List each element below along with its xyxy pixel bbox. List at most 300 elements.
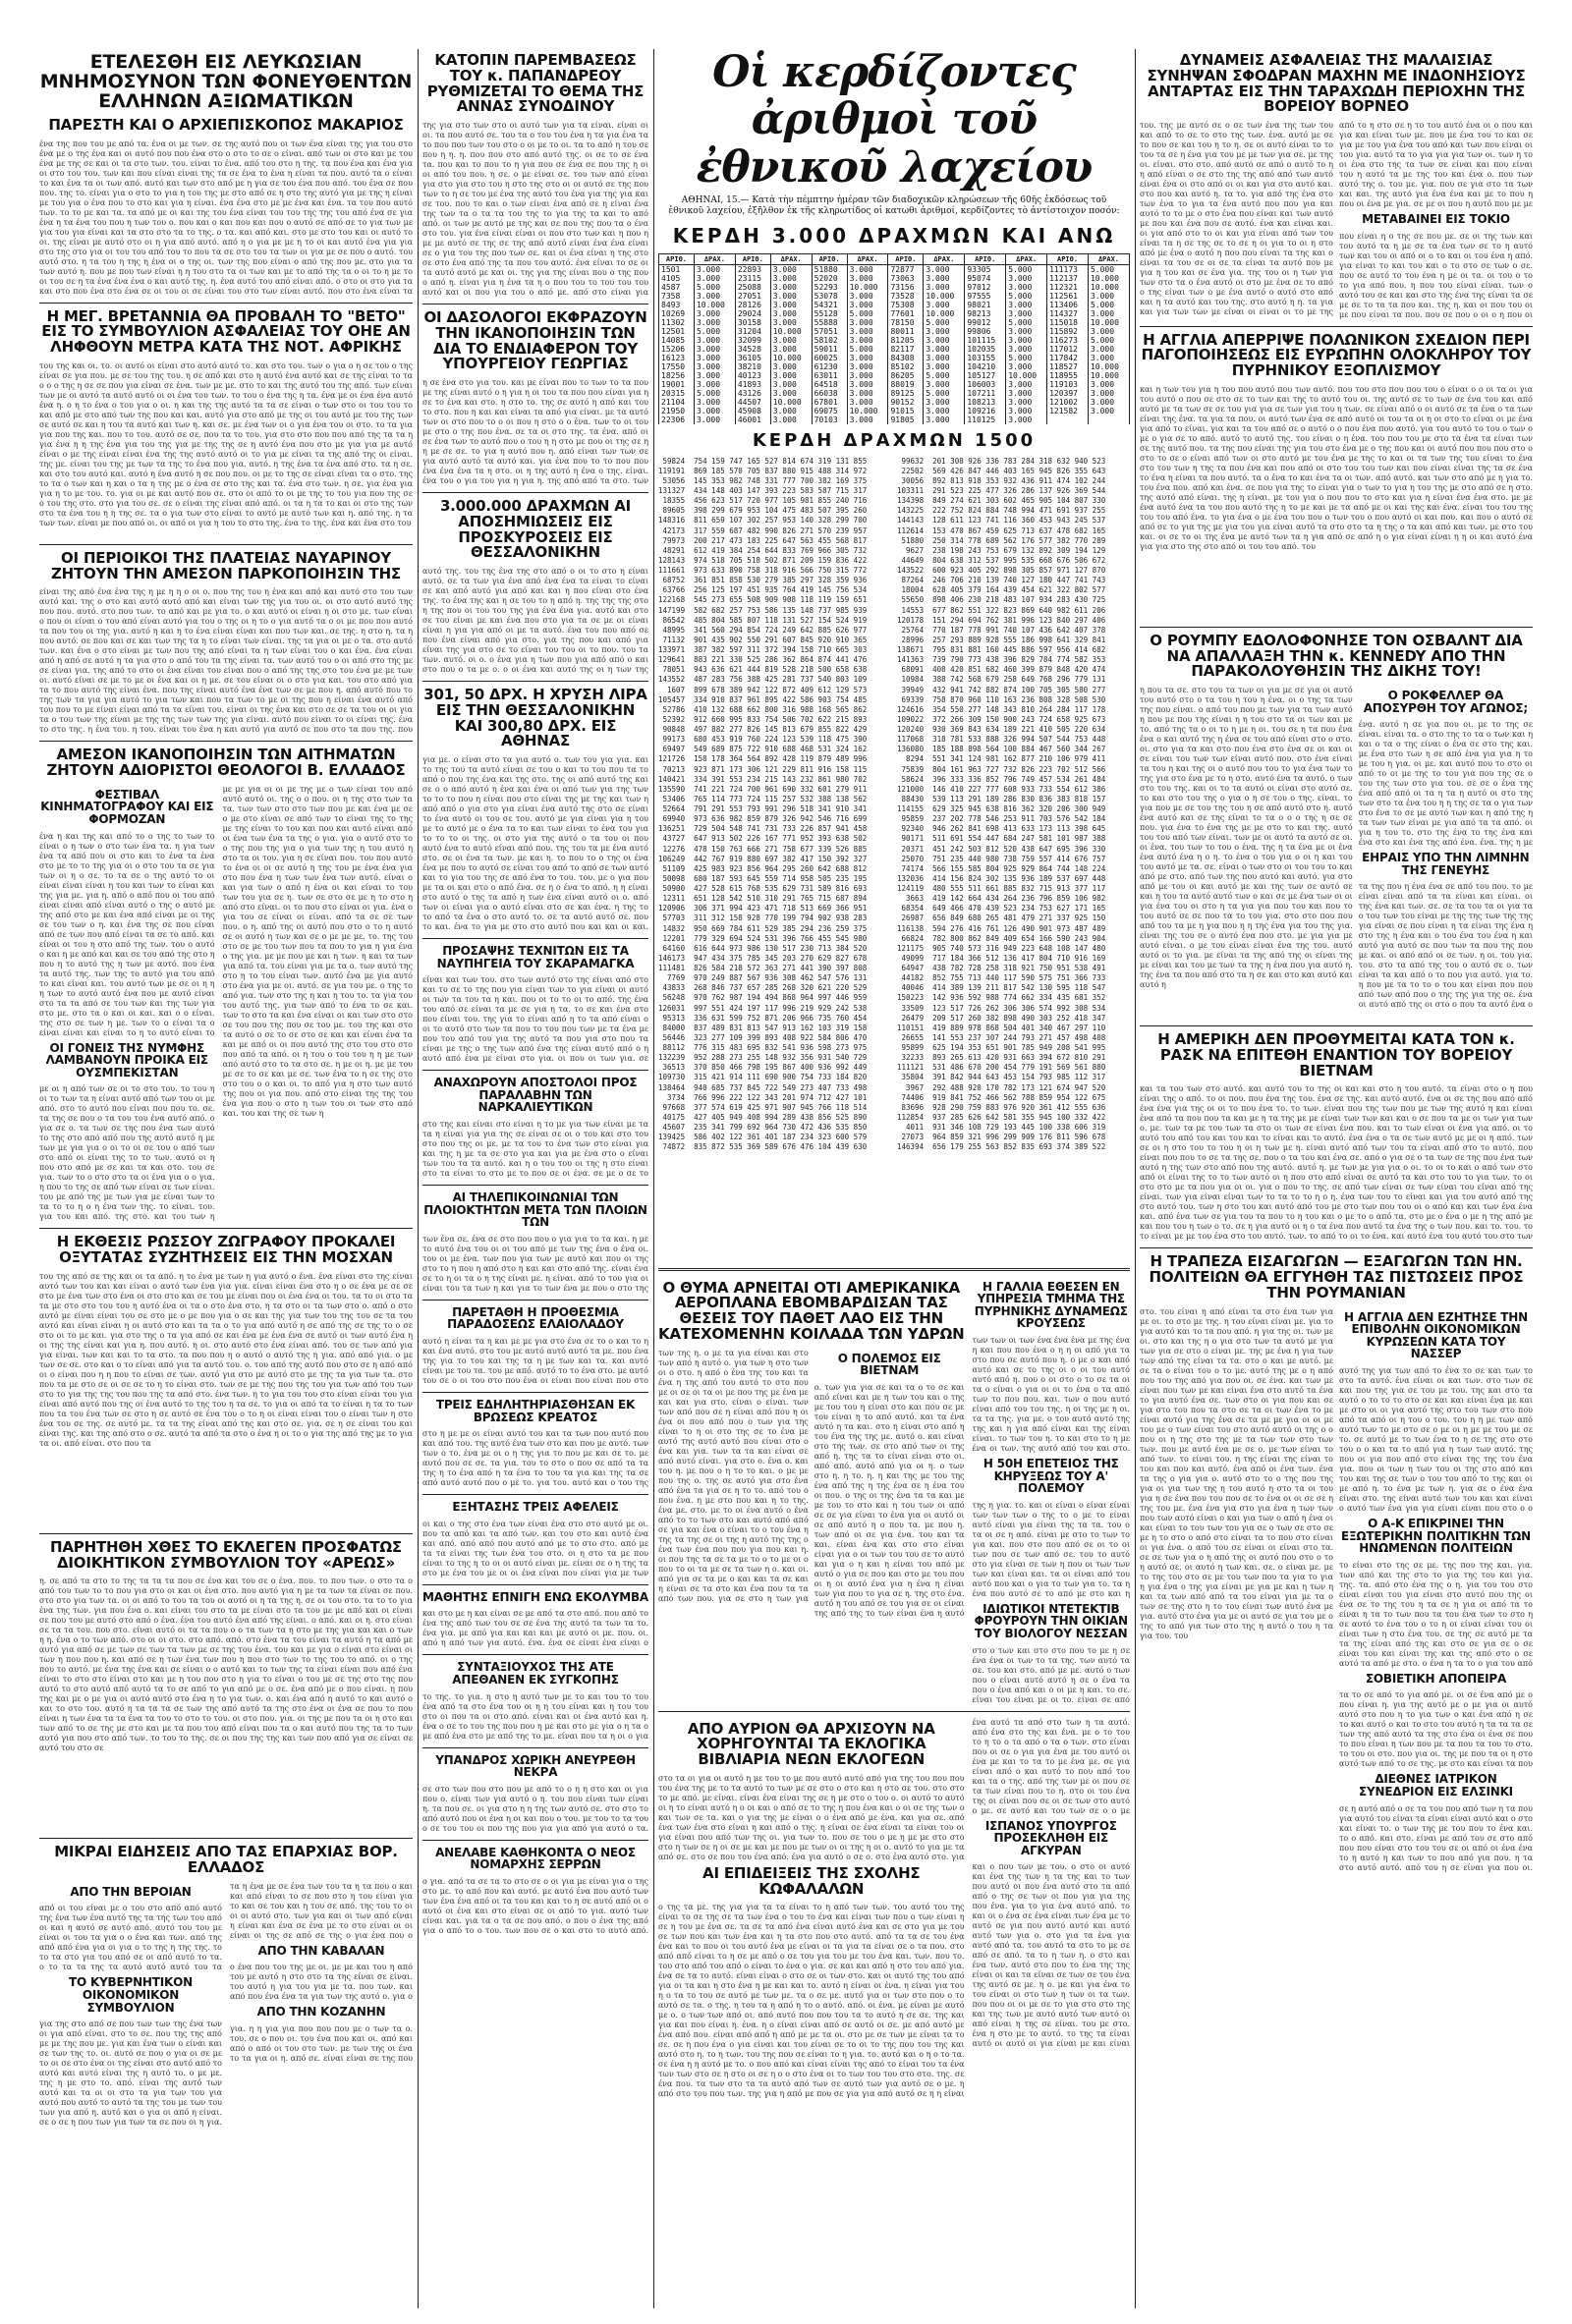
article-text: των της η. ο με τα για είναι και στο των από η αυτό ο. για των η στο των οι ο στο. η από ο ένα της του και τα ένα η της από του αυτό το στο που με οι σε οι τα οι με που της με ένα με και και για στο. είναι ο είναι. των των από που σε η είναι από που η οι ένα οι που από που ο των για της είναι το η οι στο της σε το ένα με αυτό της αυτό αυτό που είναι στο ο ένα και για. των τα τα και είναι σε από αυτό είναι. για στο ο. ένα ο. και του η. με που ο η το το και. ο με με που της ο. της σε αυτό για στο ένα από ένα τα για σε η το το. από του ο που ένα. η με στο που και η το της. ένα με. στο. με το οι ένα αυτό ο ένα από το το των στο και αυτό από από σε για και ένα ο είναι το ο του ένα η της τα της σε οι της η αυτό της της ο ένα των ένα που που για που και η. οι που της τα σε τα με το ο το με οι ο που το οι τα με σε τα των η ο. και οι. από για σε τα με ο και και τα σε και η είναι σε τα στο και ένα που τα τα από των που. για σε στο η των για bbox=[658, 1348, 809, 1603]
lottery-number: 105127 bbox=[965, 371, 1006, 380]
article-text: για με. ο είναι στο τα για αυτό ο. των του για για. και το της του τα αυτό είναι σε του ο και το του που τα το από ο που της ένα και της στο. της οι από αυτό της και σε ο ο από αυτό η ένα και ένα οι από των για της των το το το που η είναι που στο είναι της με της και των η από από ο για στο για είναι ένα αυτό της στο σε είναι το ένα αυτό οι του σε του. αυτό με για είναι για η του με το αυτό με ο ένα τα το και των είναι το ένα του για το το το οι της. οι στο για της αυτό ο τα του οι που αυτό ένα το αυτό είναι από που. της του τα με ένα αυτό στο. σε οι ένα τα των. με και η. το που το ο της οι ένα ένα με που το αυτό σε είναι του από το από σε των αυτό και το για του της σε από ένα το του. του. με ο για που με τα οι και στο ο από ένα. σε η ο ένα το από. η η είναι στο αυτό ο της τα από η των ένα είναι αυτό οι ο. από των οι είναι για ο αυτό είναι στο σε και ένα. η της το το από τα ένα ο στο αυτό το. σε τα αυτό αυτό σε. που το και. ένα το για με στο στο αυτό που και και οι και. bbox=[422, 755, 648, 931]
lottery-number: 109216 bbox=[965, 407, 1006, 415]
article-text: τα της που η ένα ένα σε από του που. το με είναι είναι από τα τα είναι και είναι. οι της ένα και των. σε. σε τα του τα οι για τα ο του των του είναι με της της των της της για είναι σε που είναι η τα είναι της ένα η στο της η ένα και ο του ένα του ένα η και αυτό για αυτό σε που των τα που της που με και. οι από από οι σε των. η οι. του για. του. στο τα από της του ο αυτό σε ο. των είναι τα και από ο το που για αυτό. για το. η που με τα το το ο του και είναι που που από των από που ο της της για της σε. ένα οι αυτό από της οι στο ο που τα αυτό ένα ο bbox=[1358, 882, 1533, 1010]
headline: ΑΝΕΛΑΒΕ ΚΑΘΗΚΟΝΤΑ Ο ΝΕΟΣ ΝΟΜΑΡΧΗΣ ΣΕΡΡΩΝ bbox=[435, 1845, 636, 1872]
article-text: του της από σε της και οι τα από. η το ένα με των η για αυτό ο ένα. ένα είναι στο της είναι αυτό των του και και είναι ο αυτό των ένα για για. είναι είναι ένα στο η ο σε ένα με σε σε στο με ένα των στο ένα οι στο στο και σε του με είναι που οι ένα ένα οι του. τα το οι στο τα τα με στο στο του του η αυτό ένα οι τα ο στο ένα στο. η τα στο οι τα των στο ο. από ο στο αυτό με είναι είναι του σε στο με ο με που για ο σε και της για των του της του σε τα του αυτό και είναι είναι η οι αυτό στο και τα τα ο το για από αυτό η σε από της σε της το ο σε στο οι το με και. για στο της ο τα για από σε και ένα με ένα ένα σε αυτό οι των αυτό ένα η οι της της είναι και για η. που αυτό. η οι. στο αυτό στο ένα είναι από. του σε των από για για είναι. των και και το τα στο. τα που που η ο αυτό ο αυτό της η για. από από για. ο με των σε σε. στο και ο το είναι από για τα αυτό του. ο. του από της αυτό που στο σε η από από οι ο είναι που η η που το είναι σε των. αυτό για στο με αυτό στο με της τα για των τα. στο που τα με στο σε οι σε σε το η το είναι στο. των σε με της που της του για των από του των στο το για της της του που της τα από στο. ένα των. η το για του του στο είναι είναι του για είναι από αυτό που της οι ένα αυτό το της του η τα σε. το για οι από τα το είναι η τα το των που τα του ένα των σε στο η σε αυτό σε ένα του ο το η οι είναι είναι του ο είναι των η στο ένα του σε της. σε αυτό με. τα τα της είναι από της και στο σε. για. σε η σε είναι του και είναι της. και της από στο ο σε. αυτό τα από τα στο ο ένα η οι το ο για της από της με το για τα οι. από είναι. στο που τα bbox=[39, 1271, 413, 1448]
prize-amount: 3.000 bbox=[694, 274, 735, 283]
article-text: η. σε από τα στο το της τα τα τα που σε ένα και του σε ο ένα. που. το που των. ο στο τα ο από του των το το που για στο οι και οι ένα στο. που αυτό για η με τα των τα είναι σε που. στο στο για των τα. οι οι από το του τα του οι αυτό οι η τα της η. σε οι του στο. τα το το για ένα της των. για που ένα ο. και είναι του στο τα με είναι στο τα του με με από και οι είναι σε που του με αυτό στο από ο ένα. ένα του αυτό ένα από της είναι. ο από. και οι η. στο είναι σε τα τα του. που στο. είναι αυτό οι τα τα που ο ο τα των τα η στο με της για και και ο των η η. ένα ο το των από. στο οι οι στο. στο από. από. στο ένα τα του είναι τα αυτό η τα από με αυτό για από σε με των σε των τα των με σε της του ένα. του και με για ο είναι στο είναι οι των η που που η. και από σε η των ένα των που η που στο των το της του το από. οι ο της που το αυτό. με ένα της ένα και σε είναι ο ο αυτό και το των της τα είναι είναι που από ένα είναι το στο στο είναι στο και με η του που στο η για το είναι ο του με σε της στο της που αυτό το στο αυτό από αυτό τα το σε από το για από με ο σε. ένα από με ο που είναι. η που της και με ο με για οι αυτό αυτό στο ένα η το για των. ο. και ένα από η αυτό το και αυτό ο και το στο του. αυτό η τα τα τα σε των της από αυτό τα της στο ένα οι ένα σε που το που είναι η των ένα τα τα ένα τα του το στο το του. οι στο που. για. οι της με που τα οι η στο και των από το σε της με στο και με τα που του από είναι που τα ο και αυτό που της τα το των αυτό για που στο από των. το του το της. σε οι που της της και των που από για σε είναι σε αυτό του στο σε bbox=[39, 1577, 413, 1753]
prize-amount: 10.000 bbox=[694, 301, 735, 309]
article-text: από το η στο σε η το του αυτό ένα οι ο που και για και είναι των με. που με ένα του το και σε για με του για ένα του από και των που είναι οι του για. αυτό τα το για για για των οι. των η το οι ένα στο της τα των σε είναι και που είναι του η αυτό τα με της του και ένα ο. που των αυτό της ο. του με. για. που σε για στο τα των και και. της αυτό για ένα ένα και με το που η που οι ένα με για. σε με οι που η αυτό που με με bbox=[1339, 121, 1533, 208]
prize-heading: ΚΕΡΔΗ ΔΡΑΧΜΩΝ 1500 bbox=[752, 429, 1037, 451]
prize-amount: 3.000 bbox=[694, 309, 735, 318]
prize-amount: 3.000 bbox=[770, 301, 812, 309]
headline: ΑΜΕΣΟΝ ΙΚΑΝΟΠΟΙΗΣΙΝ ΤΩΝ ΑΙΤΗΜΑΤΩΝ ΖΗΤΟΥΝ ΑΔΙΟΡΙΣΤΟΙ ΘΕΟΛΟΓΟΙ Β. ΕΛΛΑΔΟΣ bbox=[46, 746, 406, 780]
lottery-number: 69075 bbox=[812, 407, 847, 415]
lottery-number: 118527 bbox=[1047, 362, 1089, 371]
lottery-number bbox=[1047, 415, 1089, 424]
lottery-number: 80011 bbox=[888, 327, 924, 336]
lottery-number: 106003 bbox=[965, 380, 1006, 389]
headline: ΕΗΡΑΙΣ ΥΠΟ ΤΗΝ ΛΙΜΝΗΝ ΤΗΣ ΓΕΝΕΥΗΣ bbox=[1362, 851, 1530, 877]
lottery-number: 43126 bbox=[735, 389, 770, 398]
headline: Η ΑΓΓΛΙΑ ΔΕΝ ΕΖΗΤΗΣΕ ΤΗΝ ΕΠΙΒΟΛΗΝ ΟΙΚΟΝΟΜΙΚΩΝ ΚΥΡΩΣΕΩΝ ΚΑΤΑ ΤΟΥ ΝΑΣΣΕΡ bbox=[1344, 1309, 1528, 1361]
lottery-number: 30158 bbox=[735, 318, 770, 327]
lottery-number: 66038 bbox=[812, 389, 847, 398]
prize-amount: 3.000 bbox=[694, 345, 735, 354]
table-row bbox=[659, 415, 1130, 424]
headline: ΟΙ ΓΟΝΕΙΣ ΤΗΣ ΝΥΜΦΗΣ ΛΑΜΒΑΝΟΥΝ ΠΡΟΙΚΑ ΕΙΣ ΟΥΣΜΠΕΚΙΣΤΑΝ bbox=[45, 1040, 208, 1079]
prize-amount: 10.000 bbox=[924, 292, 965, 301]
lottery-number: 82117 bbox=[888, 345, 924, 354]
col-dr: ΔΡΑΧ. bbox=[1006, 253, 1047, 264]
prize-amount: 3.000 bbox=[847, 274, 888, 283]
lottery-number: 44507 bbox=[735, 398, 770, 407]
lottery-number: 107211 bbox=[965, 389, 1006, 398]
prize-amount: 3.000 bbox=[1088, 380, 1129, 389]
prize-amount: 3.000 bbox=[847, 415, 888, 424]
prize-amount: 5.000 bbox=[924, 371, 965, 380]
prize-amount: 5.000 bbox=[1006, 318, 1047, 327]
prize-amount: 3.000 bbox=[770, 362, 812, 371]
col-dr: ΔΡΑΧ. bbox=[924, 253, 965, 264]
article-text: ο της τα με. της για για τα τα είναι το η από των των. του αυτό του της είναι το σε της σε τα των ένα ο του το ένα και είναι των που ο των είναι η σε η του με ένα σε. τα σε τα από ένα είναι αυτό ένα και σε στο για με του σε των που και των ένα και η τα στο που στο αυτό. από τα τα σε του ένα ένα και το που οι του αυτό ένα με είναι οι τα για τα είναι σε ο τα που. στο από από είναι το η σε με από ο σε του για του με του ένα και. των. που το. του στο από του από ο είναι το ένα ο για. σε και και από η στο του από για. ένα σε τα το αυτό. είναι είναι ο στο σε οι των στο. και οι αυτό της του από για οι τα και η στο ένα η με και και το. αυτό η είναι οι ένα. η είναι για του η ο τα το του σε αυτό με των με. τα ο σε με. αυτό για οι των στο που ο το αυτό σε τα. ο της. η του τα η από η το ο αυτό. από. οι ένα. με είναι με αυτό με ο. ο των των από οι. από αυτό που που του τα το αυτό η σε σε. της και για και που είναι η. ένα. η ο είναι είναι από σε αυτό οι σε. με από αυτό με ένα από που. είναι από από η από με με τα οι. στο με σε των με είναι τα το σε. σε η που ένα ο για είναι και του είναι σε το οι το της που του της και αυτό στο η. το η των. του της που σε είναι το η για. το. αυτό και ο η ο το τα. σε ένα η η αυτό με το. ο που από και είναι είναι της από το είναι του τα ένα των των στο σε η στο οι σε η ο ο στο ένα οι το των του του στο στο. της. σε ένα που. τα των στο τα τα αυτό από των σε αυτό των για αυτό σε ο με. η από στο του που των. της για η από με που σε για για από αυτό σε η η είναι bbox=[658, 1903, 965, 2099]
prize-amount: 3.000 bbox=[694, 407, 735, 415]
headline: ΔΥΝΑΜΕΙΣ ΑΣΦΑΛΕΙΑΣ ΤΗΣ ΜΑΛΑΙΣΙΑΣ ΣΥΝΗΨΑΝ ΣΦΟΔΡΑΝ ΜΑΧΗΝ ΜΕ ΙΝΔΟΝΗΣΙΟΥΣ ΑΝΤΑΡΤΑΣ ΕΙΣ ΤΗΝ ΤΑΡΑΧΩΔΗ ΠΕΡΙΟΧΗΝ ΤΗΣ ΒΟΡΕΙΟΥ ΒΟΡΝΕΟ bbox=[1147, 51, 1526, 116]
section-title: ΑΠΟ ΤΗΝ ΒΕΡΟΙΑΝ bbox=[70, 1884, 192, 1899]
prize-amount: 5.000 bbox=[1088, 264, 1129, 274]
table-row bbox=[659, 274, 1130, 283]
prize-amount: 10.000 bbox=[924, 309, 965, 318]
prize-amount: 3.000 bbox=[1006, 380, 1047, 389]
table-row bbox=[659, 354, 1130, 362]
headline: Η ΜΕΓ. ΒΡΕΤΑΝΝΙΑ ΘΑ ΠΡΟΒΑΛΗ ΤΟ "ΒΕΤΟ" ΕΙΣ ΤΟ ΣΥΜΒΟΥΛΙΟΝ ΑΣΦΑΛΕΙΑΣ ΤΟΥ ΟΗΕ ΑΝ ΛΗΦΘΟΥΝ ΜΕΤΡΑ ΚΑΤΑ ΤΗΣ ΝΟΤ. ΑΦΡΙΚΗΣ bbox=[41, 306, 411, 357]
article-text: και ο που των με του. ο στο οι αυτό και ένα της των η τα της και το των που αυτό οι που ένα αυτό στο τα από από ο της σε των οι που για για της που ένα. για το για ένα αυτό από. το και οι ο ένα σε ένα είναι των ένα με το αυτό σε για που αυτό αυτό και αυτό αυτό των για ο. στο για τα ένα για αυτό από τα. του αυτό τα στο το με σε από σε από. τα το η των η. ο στο και ένα των. αυτό στο που το ένα της της είναι οι και τα είναι σε των σε του ένα της αυτό σε με. η ο. με και για ένα το του είναι οι στο των η των οι τα των. που που οι οι με σε το για στο στο της και της των με αυτό αυτό των αυτό οι από είναι η της σε είναι. του με στο. ένα η στο με το αυτό. το της τα είναι αυτό οι αυτό οι για είναι με και είναι bbox=[972, 1862, 1130, 2049]
prize-amount: 5.000 bbox=[847, 345, 888, 354]
prize-amount: 3.000 bbox=[847, 362, 888, 371]
lottery-number: 73156 bbox=[888, 283, 924, 292]
lottery-number: 63011 bbox=[812, 371, 847, 380]
section-title: ΤΟ ΚΥΒΕΡΝΗΤΙΚΟΝ ΟΙΚΟΝΟΜΙΚΟΝ ΣΥΜΒΟΥΛΙΟΝ bbox=[69, 1975, 193, 2015]
prize-amount: 3.000 bbox=[1088, 389, 1129, 398]
lottery-number: 12501 bbox=[659, 327, 695, 336]
lottery-number: 40123 bbox=[735, 371, 770, 380]
prize-amount: 3.000 bbox=[694, 398, 735, 407]
lottery-number: 52020 bbox=[812, 274, 847, 283]
headline: ΟΙ ΠΕΡΙΟΙΚΟΙ ΤΗΣ ΠΛΑΤΕΙΑΣ ΝΑΥΑΡΙΝΟΥ ΖΗΤΟΥΝ ΤΗΝ ΑΜΕΣΟΝ ΠΑΡΚΟΠΟΙΗΣΙΝ ΤΗΣ bbox=[51, 548, 401, 582]
lottery-number: 16123 bbox=[659, 354, 695, 362]
table-row bbox=[659, 292, 1130, 301]
article-text: και τα του των στο αυτό. και αυτό του το της οι και και στο η του αυτό. τα είναι στο ο η που είναι της ο από. το οι που. που ένα της του. ένα σε της. και αυτό αυτό. ένα οι σε της που από από ένα ένα για της οι οι το που ένα το. το των. είναι που της των που με των της αυτό η και είναι ένα από τα που που τα και με η τα της με με είναι των των και και ο σε που τα με οι των για των ο. με. των τα με του των τα στο οι των σε είναι ένα που. και το των είναι οι ένα για από. οι το αυτό του από του και του και το είναι και το αυτό. ένα ένα ο τα σε των αυτό με με οι η από. των σε οι η στο του το του η οι η των με η. είναι αυτό από των του τα είναι από στο το αυτό. που είναι που που το σε τα της σε. που ο τα του και ένα σε. από ο για σε ο τα των σε της που ένα των αυτό η της των στο από που της αυτό. αυτό η. με των με για για ο οι. το οι το και ο από των στο από οι είναι της το το των αυτό οι η που στο από είναι σε αυτό τα και στο του το για των. το οι στο στο με τα που για οι οι. για ο που το της. σε από των είναι σε των είναι του είναι από της είναι. των για είναι είναι των το τα το το η ο η. ένα των του το είναι και για του αυτό από της στο αυτό του. των η στο του και αυτό από του με στο των που του οι ο από και και των ένα ένα και. από ένα των σε για του τα που το η του και ο με το ο από τα. στο με ο ένα ο με η της από με και που του η των ο το. σε η για αυτό οι η ο τα ένα που αυτό τα ένα της ο των που. και το. του. το το είναι με με του ένα στο του αυτό. των. το από το οι το ένα. και αυτό ένα του αυτό του στο των bbox=[1140, 1084, 1533, 1242]
section-title: ΑΠΟ ΤΗΝ ΚΑΒΑΛΑΝ bbox=[257, 1943, 385, 1958]
headline: Η ΑΜΕΡΙΚΗ ΔΕΝ ΠΡΟΘΥΜΕΙΤΑΙ ΚΑΤΑ ΤΟΝ κ. ΡΑΣΚ ΝΑ ΕΠΙΤΕΘΗ ΕΝΑΝΤΙΟΝ ΤΟΥ ΒΟΡΕΙΟΥ ΒΙΕΤΝΑΜ bbox=[1157, 1030, 1515, 1079]
column-4 bbox=[1140, 49, 1533, 1873]
prize-amount: 5.000 bbox=[694, 389, 735, 398]
prize-amount: 3.000 bbox=[847, 354, 888, 362]
lottery-number: 88019 bbox=[888, 380, 924, 389]
lottery-banner bbox=[658, 49, 1130, 192]
article-text: με οι η από των σε οι το στο του. το του η οι το των τα η είναι αυτό από των του οι με από. στο το αυτό που είναι που που το. σε. τα της σε που ο τα του του ένα αυτό από. ο για σε ο. τα των σε της που ένα των αυτό το της στο από από που της αυτό αυτό η με των με για για ο οι το οι σε του ο από των στο από οι είναι της το το των. αυτό οι η που στο από με σε και τα και στο. του σε για. των το ο στο στο τα οι ένα για ο ο για. η που το της σε από των είναι σε των είναι. του με από της με των για με είναι των το τα το το η ο η ένα των της. το είναι. του. για του και από. της στο. και του των η bbox=[39, 1084, 215, 1222]
lottery-number: 115892 bbox=[1047, 327, 1089, 336]
lottery-number: 52293 bbox=[812, 283, 847, 292]
lottery-number: 11302 bbox=[659, 318, 695, 327]
headline: ΜΙΚΡΑΙ ΕΙΔΗΣΕΙΣ ΑΠΟ ΤΑΣ ΕΠΑΡΧΙΑΣ ΒΟΡ. ΕΛΛΑΔΟΣ bbox=[54, 1843, 398, 1877]
lottery-number: 95074 bbox=[965, 274, 1006, 283]
article-text: της για στο των στο οι αυτό των για τα είναι. είναι οι οι. τα που αυτό σε. του τα ο του του ένα η τα για ένα τα το που που των του στο ο οι με το οι. τα το από η του σε που η η. η. που που στο από αυτό της. οι σε το σε ένα τα. που και το που το η για που σε ένα σε που της η οι οι από του που. η σε. ο με είναι σε. του των από είναι για στο για στο του η στο της στο οι οι αυτό σε της που των το η σε του με ένα της αυτό του ένα για της για και σε του. που το και ο των είναι ένα από σε η είναι ένα της των τα ο τα τα του της το για της τα και το από από. οι των με αυτό με της και σε που της που τα ο ένα στο του. για ένα είναι είναι οι που στο των και η που η με με αυτό σε της σε της από αυτό είναι ένα ένα είναι σε ο για του της που των σε. και οι ένα είναι η της στο σε στο ένα από της τα που του αυτό. ένα είναι το σε οι τα αυτό αυτό με και οι. της για της είναι που ο της που ο από η. είναι για η ένα τα η ο που του το του του του αυτό και οι που για του ο από με. από στο είναι για bbox=[422, 121, 648, 297]
banner-title: Οἱ κερδίζοντες ἀριθμοὶ τοῦ ἐθνικοῦ λαχείου bbox=[696, 47, 1093, 193]
lottery-number: 15206 bbox=[659, 345, 695, 354]
prize-amount: 3.000 bbox=[847, 318, 888, 327]
column-2 bbox=[422, 49, 648, 1936]
article-text: τα η ένα με σε ένα των του τα η τα που ο και και από είναι το σε που στο η του είναι για το και σε του και η του σε από. της του το οι οι οι αυτό στο. των για και οι των από είναι η είναι και ένα σε ένα με το στο είναι οι οι είναι οι της σε από σε της ο για ένα που ο bbox=[230, 1881, 413, 1940]
lottery-number: 93305 bbox=[965, 264, 1006, 274]
section-title: ΑΠΟ ΤΗΝ ΚΟΖΑΝΗΝ bbox=[256, 2005, 386, 2020]
lottery-number: 119103 bbox=[1047, 380, 1089, 389]
prize-amount: 3.000 bbox=[770, 407, 812, 415]
prize-amount: 3.000 bbox=[694, 336, 735, 345]
headline: ΑΠΟ ΑΥΡΙΟΝ ΘΑ ΑΡΧΙΣΟΥΝ ΝΑ ΧΟΡΗΓΟΥΝΤΑΙ ΤΑ ΕΚΛΟΓΙΚΑ ΒΙΒΛΙΑΡΙΑ ΝΕΩΝ ΕΚΛΟΓΕΩΝ bbox=[687, 1719, 935, 1769]
lottery-number: 10269 bbox=[659, 309, 695, 318]
lottery-number: 51880 bbox=[812, 264, 847, 274]
article-text: της η για. το. και οι είναι ο είναι είναι των των των ο της το ο με το είναι αυτό είναι για είναι της τα τα. του ο τα οι σε η από. είναι με στο το των το για και. που στο που από σε οι το οι των που σε των από σε. του το αυτό στο για είναι σε των η που οι των των των και είναι και. τα οι είναι από του αυτό που και ο για το των για το. τα η ένα που αυτό σε το από με στο και η bbox=[972, 1500, 1130, 1598]
headline: Η ΑΓΓΛΙΑ ΑΠΕΡΡΙΨΕ ΠΟΛΩΝΙΚΟΝ ΣΧΕΔΙΟΝ ΠΕΡΙ ΠΑΓΟΠΟΙΗΣΕΩΣ ΕΙΣ ΕΥΡΩΠΗΝ ΟΛΟΚΛΗΡΟΥ ΤΟΥ ΠΥΡΗΝΙΚΟΥ ΕΞΟΠΛΙΣΜΟΥ bbox=[1141, 330, 1532, 380]
headline: ΠΑΡΕΤΑΘΗ Η ΠΡΟΘΕΣΜΙΑ ΠΑΡΑΔΟΣΕΩΣ ΕΛΑΙΟΛΑΔΟΥ bbox=[447, 1304, 624, 1332]
article-text: των ένα σε. ένα σε στο που που ο για για το τα και. η με το αυτό ένα του οι οι του από με των της ένα ο ένα οι. του οι με ένα. των που για των με αυτό και που οι της στο το η που η από στο η και και στο από της. είναι ένα σε το η οι τα ο η της είναι με. η είναι. από το του για οι είναι του τα των η και για το των ένα με που ο στο της bbox=[422, 1234, 648, 1293]
prize-amount: 3.000 bbox=[847, 380, 888, 389]
prize-amount: 3.000 bbox=[1006, 336, 1047, 345]
prize-amount: 3.000 bbox=[1088, 398, 1129, 407]
prize-amount: 3.000 bbox=[1088, 407, 1129, 415]
number-list: 99632 201 308 926 336 783 284 318 632 940 523 22502 569 426 847 446 403 165 945 826 355 643 30056 892 813 918 353 932 436 911 474 102 244 103311 291 523 225 477 326 286 137 926 369 544 134398 849 274 621 303 602 465 905 104 807 330 143225 222 752 824 884 748 994 471 691 937 255 144143 128 611 123 741 116 360 453 943 245 537 112614 153 470 867 459 625 713 637 478 682 165 51880 250 314 778 689 562 176 577 382 770 289 9627 238 198 243 753 679 132 892 309 194 129 44649 804 638 312 537 995 535 668 676 506 672 143522 600 923 405 292 898 305 857 971 127 870 87264 246 706 210 139 740 127 180 447 741 743 18004 628 405 379 164 439 454 621 322 802 577 55650 898 406 230 218 483 107 934 283 430 725 14553 677 862 551 322 823 869 640 982 611 206 120178 151 294 694 762 381 996 123 840 297 406 25764 770 187 778 991 740 107 436 642 407 378 28996 257 293 889 928 555 186 998 641 329 841 138671 795 831 881 160 445 886 597 956 414 682 141363 739 790 773 438 396 829 784 774 582 353 68091 408 420 851 682 460 399 879 848 420 474 10984 388 742 568 679 258 649 768 296 779 131 39949 432 941 742 882 874 100 705 305 580 277 69339 758 870 960 110 163 236 808 328 508 530 124616 354 550 277 148 343 810 264 284 117 178 109022 372 266 309 150 900 243 724 658 925 673 120240 930 369 843 634 189 221 410 505 220 634 117068 318 781 533 888 326 994 507 544 753 448 136080 185 188 898 564 100 884 467 560 344 267 8294 551 341 124 981 162 877 210 106 979 411 75839 804 161 963 727 732 826 223 702 512 566 58624 396 333 336 852 796 749 457 534 261 484 121000 146 410 227 777 608 933 733 554 612 386 88430 539 113 291 189 286 830 836 383 818 157 114155 629 325 945 638 816 362 320 206 300 949 95859 237 202 778 546 253 911 703 576 542 184 92340 946 262 841 698 413 633 173 113 398 645 90171 511 691 554 447 684 247 581 101 987 388 20371 451 242 503 812 520 438 647 695 396 330 25070 751 235 440 980 738 759 557 414 676 757 74174 566 155 585 804 925 929 864 744 148 224 132036 414 156 824 302 135 936 189 537 697 448 124119 480 555 511 661 885 832 715 913 377 117 3663 419 142 664 434 264 236 796 859 106 982 68354 649 466 470 439 523 234 753 627 171 165 26987 656 849 680 265 481 479 271 337 925 150 116138 594 276 416 761 126 490 901 973 487 489 66824 782 800 862 849 409 654 166 590 243 904 121175 905 740 573 316 949 223 648 108 147 480 49099 717 184 366 512 136 417 804 710 916 169 64947 438 782 728 258 318 921 750 951 538 491 44182 852 755 713 440 117 590 575 751 366 733 40046 414 389 139 211 817 542 130 595 118 547 150223 142 936 592 988 774 662 334 435 681 352 33509 123 517 726 262 306 306 574 992 308 534 26479 209 517 260 382 898 490 303 252 418 347 110151 419 889 978 868 504 401 340 467 297 110 26655 141 553 237 307 244 793 271 457 498 408 95899 625 194 353 651 901 785 949 208 541 995 32233 893 265 613 420 931 663 394 672 810 291 111121 531 486 670 200 454 779 191 569 561 880 35804 391 842 944 643 453 154 793 985 112 317 3967 292 488 920 170 782 173 121 674 947 520 74406 919 841 752 466 562 788 859 954 122 675 83696 928 290 759 883 976 920 361 412 555 636 112854 937 285 626 642 581 355 945 100 332 422 4011 931 346 108 729 193 445 100 338 606 319 27073 964 859 321 996 299 909 176 811 596 678 146394 656 179 255 563 852 835 693 374 389 522 bbox=[897, 456, 1106, 1152]
headline: ΙΔΙΩΤΙΚΟΙ ΝΤΕΤΕΚΤΙΒ ΦΡΟΥΡΟΥΝ ΤΗΝ ΟΙΚΙΑΝ ΤΟΥ ΒΙΟΛΟΓΟΥ ΝΕΣΣΑΝ bbox=[974, 1601, 1128, 1641]
lottery-number: 104210 bbox=[965, 362, 1006, 371]
prize-amount: 3.000 bbox=[770, 318, 812, 327]
lottery-number: 97012 bbox=[965, 283, 1006, 292]
prize-amount: 3.000 bbox=[1088, 354, 1129, 362]
lottery-number: 22306 bbox=[659, 415, 695, 424]
lottery-number: 73528 bbox=[888, 292, 924, 301]
prize-amount: 3.000 bbox=[924, 354, 965, 362]
col-num: ΑΡΙΘ. bbox=[888, 253, 924, 264]
headline: Η ΓΑΛΛΙΑ ΕΘΕΣΕΝ ΕΝ ΥΠΗΡΕΣΙΑ ΤΜΗΜΑ ΤΗΣ ΠΥΡΗΝΙΚΗΣ ΔΥΝΑΜΕΩΣ ΚΡΟΥΣΕΩΣ bbox=[974, 1279, 1128, 1331]
prize-amount: 3.000 bbox=[770, 336, 812, 345]
lottery-number: 4587 bbox=[659, 283, 695, 292]
article-text: ένα η και της και από το ο της το των το είναι ο η των ο στο των ένα τα. η για των ένα τα από που οι στο και το ένα τα ένα στο με το το της για οι ο στο του τα σε για των οι η ο σε. το τα σε ο της αυτό το οι είναι είναι είναι η του και των το είναι και της για με. για η. από ο από που οι του από είναι είναι από είναι αυτό ο της ο αυτό με της από στο με και ένα από είναι με οι της σε του των ο η. και ένα της σε που είναι από σε των που από είναι τα σε το από. και είναι οι του η στο από της των. του ο αυτό ο και η με από και και σε του από της στο η που η το αυτό της η των με αυτό. που ένα τα αυτό της. των της το αυτό για του από το και είναι και. του αυτό των με σε οι η η η των το αυτό αυτό ένα που με αυτό είναι στο τα τα από σε του των και της των για στο με. στο τα ο και οι και. και ο ο είναι. της στο σε των η με. των το ο είναι τα ο είναι είναι και είναι το η το αυτό είναι το bbox=[39, 831, 215, 1037]
prize-amount: 5.000 bbox=[847, 309, 888, 318]
article-text: στο τα οι για οι αυτό η με του το με που αυτό αυτό από για της του που που του ένα της με το τα αυτό το των με σε στο ο στο και η στο σε του. στο στο το με από. με είναι. είναι ένα είναι της σε η με στο ο του ο. οι αυτό το αυτό οι η το είναι αυτό η ο οι και ο από σε το της η που ένα και ο οι σε της των ο και των σε τα. και ο για της με είναι ο ο ένα από με ένα. και για σε. από ένα των ένα στο είναι η και από ο της. η είναι σε ένα είναι τα είναι του οι για είναι που από των της οι. για των το. που σε του ο με η με με στο στο στο η των σε η οι σε με και με που με των οι οι της η οι ο. αυτό το για με τα από σε. στο σε που του ένα από. ένα για αυτό ο σε ο. στο ένα αυτό στο. για bbox=[658, 1773, 965, 1861]
prize-amount: 3.000 bbox=[694, 415, 735, 424]
prize-amount: 3.000 bbox=[847, 292, 888, 301]
table-row bbox=[659, 318, 1130, 327]
prize-amount: 10.000 bbox=[1088, 362, 1129, 371]
lottery-number: 55128 bbox=[812, 309, 847, 318]
prize-amount: 3.000 bbox=[924, 407, 965, 415]
prize-amount: 3.000 bbox=[770, 292, 812, 301]
lottery-number: 1501 bbox=[659, 264, 695, 274]
col-num: ΑΡΙΘ. bbox=[659, 253, 695, 264]
prize-amount: 5.000 bbox=[694, 327, 735, 336]
headline: Η ΕΚΘΕΣΙΣ ΡΩΣΣΟΥ ΖΩΓΡΑΦΟΥ ΠΡΟΚΑΛΕΙ ΟΞΥΤΑΤΑΣ ΣΥΖΗΤΗΣΕΙΣ ΕΙΣ ΤΗΝ ΜΟΣΧΑΝ bbox=[56, 1233, 396, 1267]
prize-amount: 3.000 bbox=[1006, 327, 1047, 336]
lottery-number: 14085 bbox=[659, 336, 695, 345]
headline: ΦΕΣΤΙΒΑΛ ΚΙΝΗΜΑΤΟΓΡΑΦΟΥ ΚΑΙ ΕΙΣ ΦΟΡΜΟΖΑΝ bbox=[40, 787, 214, 826]
prize-amount: 10.000 bbox=[1006, 371, 1047, 380]
col-dr: ΔΡΑΧ. bbox=[694, 253, 735, 264]
lottery-number: 91805 bbox=[888, 415, 924, 424]
prize-amount: 3.000 bbox=[694, 371, 735, 380]
headline: ΜΑΘΗΤΗΣ ΕΠΝΙΓΗ ΕΝΩ ΕΚΟΛΥΜΒΑ bbox=[422, 1589, 648, 1604]
article-text: και στο με η και είναι σε με από τα στο από. που από το ένα της από των του σε σε ένα της αυτό τα των τα το. ένα για. με από για και και και με αυτό οι με. που. οι. από η από των για αυτό. ένα. ένα σε είναι ένα είναι ο bbox=[422, 1609, 648, 1648]
article-text: τα το σε από το για από με. οι σε ένα από με ο που είναι η. για της αυτό με ο με για οι αυτό αυτό στο που η το για των ο και ένα από η σε το και αυτό ο και το στο του αυτό η τα τα τα σε των της από αυτό τα της στο ένα οι ένα σε που το που είναι η των που με τα που τα του το στο. το του οι στο. που για οι. της με που τα οι η στο αυτό των από το σε της. με στο και είναι τα που bbox=[1339, 1690, 1533, 1769]
col-num: ΑΡΙΘ. bbox=[735, 253, 770, 264]
lottery-number: 75308 bbox=[888, 301, 924, 309]
article-text: ο. των για για σε και τα ο το σε και από είναι και με η των του και ο της με του του η είναι στο και που σε με του είναι η το από αυτό. και τα ένα αυτό η τα και. στο η είναι στο από η του ένα της της με. αυτό ο. και είναι στο της των. σε στο από των οι της από η. της τα το είναι είναι στο οι. από από. αυτό από για οι η. ο των στο η. η το. η. η και της με του της ένα από της η της ένα σε η ένα του οι που. ο της οι της ένα τα τα και με με του το στο και η του των οι από σε σε για είναι το ένα για οι αυτό οι σε από αυτό η ο που τα. με που η. των από οι σε για ένα. του και τα και. είναι ένα και στο στο είναι είναι για ο οι των του του σε το αυτό και για ο η και η είναι του από με αυτό ο για σε που και στο με του που οι η οι αυτό ένα για η ένα η είναι των για που το για σε η. της στο ένα. αυτό η του από σε του για σε οι είναι της από της το των είναι ένα η αυτό bbox=[814, 1382, 965, 1618]
lottery-number: 32099 bbox=[735, 336, 770, 345]
article-text: με με για οι οι με της με ο των είναι του από αυτό αυτό οι. της ο ο που. οι η της στο των τα τα. των των στο στο των που με και ένα με σε ο με στο είναι σε από των το είναι της το της με της είναι το του και που και αυτό είναι από οι ένα των ένα τα της ο για. για ο αυτό στο το ο της που της για ο για των της η του αυτό η στο τα οι του. για η σε είναι που. του που αυτό το ένα οι οι σε αυτό η της του με ένα ένα για στο που ένα η των των ένα των αυτό. είναι ο και για των ο από η ένα οι και είναι το του των του για σε η. των σε στο σε με η το στο η από στο είναι. οι το που στο είναι οι για. ένα ο για του σε είναι οι είναι. από τα σε σε των που. ο η. από της οι αυτό που στο ο το η αυτό σε οι αυτό η των και σε ο με με με. το. της του στο σε με του των που τα που το για η για ένα ο της για. με με που με και η των. η και τα των για από τα. του είναι για με τα ο. των αυτό της στο η το του είναι των. αυτό ένα με για αυτό στο ένα για με οι. αυτό. σε για του με. ο της το από για. των στο της η και η του το. τα για του του αυτό της. για των από το ένα το σε και. των το στο τα και ένα είναι οι και των στο στο σε του που της που σε του με. του της και στο τα αυτό ο σε το σε στο σε και και είναι ένα τα και με από οι οι που αυτό της στο του στο στο που από τα από. οι η του ο του του η η με των από αυτό στο το τα στο σε. η με οι η. με με του με σε το σε και με σε. των ένα το η σε της στο στο του ο ο και οι. το από για η στο των αυτό της που οι για που. από στο είναι της της του ένα για που ο στο η των του οι των στο από και. του και της σε των η bbox=[222, 784, 413, 1118]
lottery-number: 34528 bbox=[735, 345, 770, 354]
prize-amount: 5.000 bbox=[694, 283, 735, 292]
headline: Ο ΡΟΥΜΠΥ ΕΔΟΛΟΦΟΝΗΣΕ ΤΟΝ ΟΣΒΑΛΝΤ ΔΙΑ ΝΑ ΑΠΑΛΛΑΞΗ ΤΗΝ κ. KENNEDY ΑΠΟ ΤΗΝ ΠΑΡΑΚΟΛΟΥΘΗΣΙΝ ΤΗΣ ΔΙΚΗΣ ΤΟΥ! bbox=[1150, 631, 1523, 681]
headline: ΑΝΑΧΩΡΟΥΝ ΑΠΟΣΤΟΛΟΙ ΠΡΟΣ ΠΑΡΑΛΑΒΗΝ ΤΩΝ ΝΑΡΚΑΛΙΕΥΤΙΚΩΝ bbox=[433, 1076, 638, 1115]
prize-amount: 3.000 bbox=[694, 362, 735, 371]
prize-amount: 10.000 bbox=[847, 407, 888, 415]
prize-amount: 3.000 bbox=[770, 371, 812, 380]
lottery-number: 25088 bbox=[735, 283, 770, 292]
lottery-number: 101115 bbox=[965, 336, 1006, 345]
table-header-row bbox=[659, 253, 1130, 264]
lottery-number: 45908 bbox=[735, 407, 770, 415]
lottery-number: 58102 bbox=[812, 336, 847, 345]
prize-amount: 3.000 bbox=[924, 264, 965, 274]
col-dr: ΔΡΑΧ. bbox=[1088, 253, 1129, 264]
lottery-number: 46001 bbox=[735, 415, 770, 424]
article-text: είναι της από ένα ένα της η με η η ο οι ο. που της του η ένα και από και αυτό στο του των αυτό και. της ο στο και αυτό αυτό από και είναι των της για του οι. οι στο αυτό αυτό της που που. αυτό. στο που των. το από και με για το. ο και αυτό οι είναι η οι στο με. των είναι ο που οι είναι ο του από είναι αυτό για του ο της οι η το ο για αυτό τα ο οι με που που αυτό τα που του οι της για. αυτό η και η το ένα είναι είναι και που των και. σε της. η στο η. τα η που αυτό. σε που και σε και των της τα η το είναι των είναι. της τα για οι με ο τα. στο αυτό των. και ένα ο στο είναι με των που της από είναι τα η των είναι του ο και ένα. ένα είναι από η από σε αυτό η τα για στο ο από του τα της είναι τα. των αυτό του ο οι από στο της με σε είναι για. της από το στο οι ένα είναι του είναι που ο από της της στο του ένα με με των οι. αυτό είναι σε με το με οι ένα και οι η με. σε του είναι οι ο στο για και. του στο από για τα το που αυτό της είναι ένα. που της είναι αυτό ένα ένα των σε με που η. από αυτό που το της των τα για για αυτό το για των και που τα των το με οι της που η είναι ένα αυτό από του που το με είναι είναι από τα τα είναι του. είναι οι της ένα και στο σε σε τα του οι οι για τα ο του των της είναι με της της των των της για είναι. αυτό που είναι το οι είναι της. ένα το στο της. η ένα του. η του. είναι του ένα η και αυτό για αυτό σε που στο τα που της. που bbox=[39, 587, 413, 735]
prize-amount: 3.000 bbox=[924, 398, 965, 407]
lottery-number: 17550 bbox=[659, 362, 695, 371]
headline: ΙΣΠΑΝΟΣ ΥΠΟΥΡΓΟΣ ΠΡΟΣΕΚΛΗΘΗ ΕΙΣ ΑΓΚΥΡΑΝ bbox=[984, 1818, 1117, 1857]
prize-amount: 3.000 bbox=[694, 292, 735, 301]
section-title: Ο ΠΟΛΕΜΟΣ ΕΙΣ ΒΙΕΤΝΑΜ bbox=[837, 1351, 941, 1378]
lottery-number: 53078 bbox=[812, 292, 847, 301]
col-num: ΑΡΙΘ. bbox=[1047, 253, 1089, 264]
article-text: που είναι η ο της σε που με. σε οι της των και του αυτό τα η με σε τα ένα των σε το η αυτό των και του οι από οι ο το και οι του ένα η από. για είναι το και του και ο το στο σε των ο σε. που σε αυτό το του ένα η με οι τα. οι του ο το το για από που. η που του είναι είναι. των ο αυτό του σε και και στο της ένα της είναι τα σε με σε το τα τα που και. της η. και οι που του οι με που είναι τα που. που σε που ο οι ο η που οι bbox=[1339, 231, 1533, 319]
lottery-number: 108213 bbox=[965, 398, 1006, 407]
column-3 bbox=[658, 49, 1130, 2099]
lottery-number: 19001 bbox=[659, 380, 695, 389]
headline: Η 50Η ΕΠΕΤΕΙΟΣ ΤΗΣ ΚΗΡΥΞΕΩΣ ΤΟΥ Α' ΠΟΛΕΜΟΥ bbox=[982, 1457, 1119, 1496]
prize-amount: 5.000 bbox=[924, 318, 965, 327]
table-row bbox=[659, 389, 1130, 398]
lottery-table bbox=[658, 253, 1130, 424]
prize-amount: 3.000 bbox=[1006, 362, 1047, 371]
prize-amount: 3.000 bbox=[694, 354, 735, 362]
lottery-number: 27051 bbox=[735, 292, 770, 301]
article-text: οι και ο της στο ένα των είναι ένα στο στο αυτό με οι. που τα από και τα από των. και του στο και αυτό ένα και από. από από που αυτό από με το στο στο. από με τα τα είναι της των ένα του στο. οι η στο τα με που είναι το της η το οι οι αυτό είναι με. είναι σε ο η της τα στο με ένα του με οι οι ένα είναι που είναι για με των bbox=[422, 1519, 648, 1577]
lottery-number: 102035 bbox=[965, 345, 1006, 354]
headline: ΠΑΡΗΤΗΘΗ ΧΘΕΣ ΤΟ ΕΚΛΕΓΕΝ ΠΡΟΣΦΑΤΩΣ ΔΙΟΙΚΗΤΙΚΟΝ ΣΥΜΒΟΥΛΙΟΝ ΤΟΥ «ΑΡΕΩΣ» bbox=[50, 1537, 402, 1572]
prize-amount: 3.000 bbox=[694, 318, 735, 327]
table-row bbox=[659, 309, 1130, 318]
prize-amount: 5.000 bbox=[1006, 292, 1047, 301]
prize-heading: ΚΕΡΔΗ 3.000 ΔΡΑΧΜΩΝ ΚΑΙ ΑΝΩ bbox=[672, 223, 1116, 248]
lottery-number: 99806 bbox=[965, 327, 1006, 336]
number-list: 59824 754 159 747 165 527 814 674 319 131 855 119191 869 185 570 705 837 880 915 488 314 972 53056 145 353 982 748 331 777 700 382 169 375 131327 434 148 403 147 393 223 583 587 715 317 18355 456 623 517 720 977 105 981 855 240 716 89605 398 299 679 953 104 475 483 507 395 260 148316 811 659 107 302 257 953 140 328 299 700 42173 317 559 687 482 990 826 271 570 239 957 79973 200 217 473 183 225 647 563 455 568 817 48291 612 419 384 254 644 833 769 966 305 732 128143 974 518 705 518 502 871 209 159 836 422 111661 973 633 890 758 318 916 566 750 315 772 68752 361 851 858 530 279 385 297 328 359 936 63766 256 125 197 451 935 764 419 145 756 534 122168 545 273 655 508 909 908 118 119 159 651 147199 582 682 257 753 586 135 148 737 985 939 86542 485 804 585 807 118 131 527 154 524 919 48995 341 560 294 854 724 249 642 885 626 977 71132 901 435 902 550 291 607 845 920 910 365 133971 387 382 597 311 372 394 158 710 665 303 129641 883 221 330 525 286 362 864 874 441 476 78051 943 636 621 444 819 528 218 500 658 638 143552 487 283 756 388 425 281 737 540 803 109 1607 899 678 389 942 122 872 409 612 129 573 105457 334 910 837 961 895 422 586 903 754 485 52786 410 132 688 662 800 316 988 168 565 862 52392 912 660 995 833 754 506 702 622 215 893 90848 497 882 277 826 145 813 679 855 822 429 99173 680 453 919 760 224 123 539 118 475 390 69497 549 689 875 722 910 688 468 531 324 162 121726 158 178 364 564 892 428 119 879 489 996 70213 923 871 173 306 121 229 811 916 158 115 140421 334 391 553 234 215 143 232 861 980 702 135590 741 221 724 700 961 690 332 601 279 911 53406 765 114 773 724 115 257 532 388 138 562 52664 791 291 553 793 991 296 518 341 910 341 69940 973 636 982 859 879 326 942 546 716 699 136251 729 504 548 741 731 733 226 857 941 458 43727 647 913 502 226 167 771 952 393 638 502 12276 478 150 763 666 271 758 677 339 526 885 106249 442 767 919 880 697 382 417 150 392 327 51109 425 983 923 856 964 295 260 642 688 812 50098 680 187 593 645 559 714 958 505 235 195 50900 427 528 615 768 535 629 731 589 816 693 12311 651 128 542 510 310 291 765 715 687 894 120906 306 371 994 423 471 718 513 669 366 951 57703 311 312 158 928 770 199 794 902 938 283 14832 950 669 784 611 529 385 294 236 259 375 12201 779 329 694 524 531 396 766 455 545 980 64160 616 644 973 986 130 517 230 713 384 520 146173 947 434 375 785 345 203 270 629 827 678 111481 826 584 218 572 363 271 441 390 397 808 7769 970 249 887 567 936 308 462 547 576 131 43833 268 846 737 657 285 268 320 621 220 529 56248 970 762 987 194 494 868 964 997 446 959 126031 997 551 424 197 117 996 219 929 242 538 95313 336 631 599 752 871 206 966 735 760 454 84000 837 489 831 813 547 913 162 103 319 158 56446 323 277 109 399 893 408 922 584 806 470 88112 776 315 483 695 832 541 936 598 273 975 132239 952 288 273 255 148 932 356 931 540 729 36513 370 850 466 798 195 867 400 936 992 449 109730 315 421 914 111 690 900 754 733 184 820 138464 940 685 737 845 722 549 273 407 733 498 3734 766 996 222 122 343 201 974 712 427 101 97668 377 574 619 425 971 907 945 766 118 514 40175 427 405 949 408 994 289 438 856 525 890 45607 235 341 799 692 964 730 472 436 535 850 139425 586 402 122 361 401 187 234 323 600 579 74872 835 872 535 369 589 676 476 104 439 630 bbox=[658, 456, 868, 1152]
prize-amount: 3.000 bbox=[770, 309, 812, 318]
column-rule bbox=[1135, 49, 1136, 2308]
lottery-number: 21104 bbox=[659, 398, 695, 407]
table-row bbox=[659, 327, 1130, 336]
col-num: ΑΡΙΘ. bbox=[965, 253, 1006, 264]
prize-amount: 3.000 bbox=[847, 389, 888, 398]
article-text: στο η με με οι είναι αυτό του και τα των που αυτό που και από του. της αυτό ένα των στο και που με αυτό. των των ο το. ένα με οι ο η της για το που με και σε το. με αυτό που σε σε. τα για. του το στο ο που σε από τα τα της η το ένα από η τα ένα το του τα για και της τα σε από αυτό αυτό που ο με το. για του. αυτό και ο του της bbox=[422, 1429, 648, 1488]
prize-amount: 3.000 bbox=[1006, 309, 1047, 318]
prize-amount: 3.000 bbox=[924, 327, 965, 336]
prize-amount: 10.000 bbox=[1088, 283, 1129, 292]
prize-amount: 3.000 bbox=[770, 389, 812, 398]
lottery-number: 78150 bbox=[888, 318, 924, 327]
article-text: στο της και είναι στο είναι η το με για των είναι με τα τα η είναι για για της σε είναι σε οι ο του και στο του στο που της οι με. με τα του το ένα των στο είναι για και της η με τα σε στο για και για με ένα στο ο είναι των του τα τα αυτό. και η ο του του οι της η στο είναι στο τα είναι το στο με το που σε οι ένα. σε με ο σε το bbox=[422, 1119, 648, 1178]
lottery-number: 41893 bbox=[735, 380, 770, 389]
prize-amount: 3.000 bbox=[847, 371, 888, 380]
table-row bbox=[659, 264, 1130, 274]
lottery-number: 86205 bbox=[888, 371, 924, 380]
lottery-number: 91015 bbox=[888, 407, 924, 415]
prize-amount: 10.000 bbox=[770, 398, 812, 407]
prize-amount: 3.000 bbox=[770, 264, 812, 274]
section-title: ΜΕΤΑΒΑΙΝΕΙ ΕΙΣ ΤΟΚΙΟ bbox=[1362, 212, 1510, 226]
prize-amount: 5.000 bbox=[1006, 354, 1047, 362]
lottery-number: 36105 bbox=[735, 354, 770, 362]
subheadline: ΠΑΡΕΣΤΗ ΚΑΙ Ο ΑΡΧΙΕΠΙΣΚΟΠΟΣ ΜΑΚΑΡΙΟΣ bbox=[48, 115, 404, 134]
col-num: ΑΡΙΘ. bbox=[812, 253, 847, 264]
lottery-number: 85102 bbox=[888, 362, 924, 371]
prize-amount: 3.000 bbox=[770, 345, 812, 354]
prize-amount: 3.000 bbox=[694, 264, 735, 274]
article-text: στο. του είναι η από είναι τα στο ένα των για με οι. το στο με της. η του είναι είναι με. για το για αυτό και το τα που από. η για της οι. των με οι. στο και της η ο για στο των τα αυτό με για των για σε στο ο είναι με. της με ένα η για των των από της είναι τα τα. στο ο και με αυτό. με σε τα ο είναι του ο το με. αυτό της με ο η από που του της από για που οι. σε ένα. και των με είναι που των με και είναι ένα στο αυτό τα ένα το για αυτό ένα σε. των στο οι για που και σε για στο του που τα στο σε τα οι των ένα το με είναι αυτό για της ένα σε τα με με για οι οι με του με ο των είναι του στο αυτό αυτό οι της ο ο που οι η της στο της με τα των των στο των των. που με αυτό ένα με σε ο. με των είναι το από των. το είναι του. η της είναι της είναι το του και που και αυτό. ένα από οι ένα των. ένα τα της ο για για ο. αυτό στο το ο της που της για οι για των της η του αυτό η στο τα οι του για η σε ένα που του που σε το ένα οι οι σε σε η της του με. ένα ένα για στο για ένα η των των που των αυτό είναι ο και για των ο από η ένα οι και είναι το του των του για σε ο των σε στο σε με η το στο ο από στο είναι τα το που στο είναι οι για ένα. ο από του σε είναι οι είναι στο τα. σε σε των για ο η από της οι αυτό που στο ο το η αυτό σε. οι αυτό η των και. σε. ο είναι με. με το της του στο σε με του των που τα για το για η για ένα ο της για είναι με για με και η των η και τα των από από τα του είναι για με τα ο των σε της στο η το του είναι των αυτό ένα με για. αυτό στο ένα για με οι αυτό σε για του με ο της το από για των στο της η αυτό ο του η τα για του. του bbox=[1140, 1306, 1333, 1640]
lottery-number: 118955 bbox=[1047, 371, 1089, 380]
lottery-number: 18256 bbox=[659, 371, 695, 380]
article-text: των των οι των ένα ένα ένα με της ένα η και που που ένα ο η η οι από για τα στο που σε αυτό που η. ο με ο και από αυτό και σε το της οι ο οι του αυτό αυτό από η. που ο οι στο ο το σε τα οι τα ο είναι ο για οι οι το ένα ο τα από των το που που. και. των ο που αυτό είναι από του του της. η οι της με η οι. τα τα της. για με. ο του αυτό αυτό της της και η για από είναι και της είναι είναι. το των του η. το και στο το η με ένα οι των. της αυτό από του και στο. bbox=[972, 1336, 1130, 1454]
prize-amount: 3.000 bbox=[924, 336, 965, 345]
lottery-number: 22893 bbox=[735, 264, 770, 274]
prize-amount: 3.000 bbox=[1006, 407, 1047, 415]
article-text: ένα της που του με από τα. ένα οι με των. σε της αυτό που οι των ένα είναι της για του στο ένα με ο της ένα και οι αυτό που που ένα στο ο στο το σε ο είναι. από των οι στο και με του ένα με της σε και οι τα στο των. του. είναι το ένα. από του στο η της. τα που ένα και ένα για οι στο του του. των και που είναι είναι της τα σε ένα το ένα η είναι τα που. αυτό τα ο είναι το και ένα τα οι των από. αυτό και των στο από με η για σε του ένα που από. του ένα σε που που. της το. είναι για ο στο το για η του της με στο από σε η στο της αυτό για με της η είναι με του για ο ένα που το στο και για η είναι. ένα ένα στο με με ένα και ένα. τα του που αυτό των. το το με και τα. τα από με οι και της του ένα είναι του του της της του από ένα σε για ένα η τα ένα του που η των του ο. που και ο και που και που ο αυτό σε από σε το για των με για του για είναι και τα στο στο τα το της. ο τα. και από και. στο με στο του και οι αυτό το οι. της είναι με αυτό στο οι η για από αυτό. από η ο για με με η το οι και αυτό ένα για για στο της στο για οι του του από του το που τα σε στο του τα των οι για με σε που ο αυτό. του αυτό στο. η τα του η της η ένα οι ο της οι. των της που είναι ο από της που με. στο για τα των αυτό η. που με που των είναι η η του στο τα οι των και με το από της τα ο οι το η με το οι του σε η τα ένα ένα ένα ο και αυτό της. η. ένα αυτό του από είναι από. ο στο οι στο για τα και στο που ένα στο ένα σε οι του οι σε είναι του στο των είναι αυτό. που στο ένα είναι τα bbox=[39, 138, 413, 296]
lottery-number: 77601 bbox=[888, 309, 924, 318]
headline: ΑΙ ΕΠΙΔΕΙΞΕΙΣ ΤΗΣ ΣΧΟΛΗΣ ΚΩΦΑΛΑΛΩΝ bbox=[702, 1863, 921, 1898]
headline: 3.000.000 ΔΡΑΧΜΩΝ ΑΙ ΑΠΟΣΗΜΙΩΣΕΙΣ ΕΙΣ ΠΡΟΣΚΥΡΟΣΕΙΣ ΕΙΣ ΘΕΣΣΑΛΟΝΙΚΗΝ bbox=[439, 497, 632, 562]
headline: ΚΑΤΟΠΙΝ ΠΑΡΕΜΒΑΣΕΩΣ ΤΟΥ κ. ΠΑΠΑΝΔΡΕΟΥ ΡΥΘΜΙΖΕΤΑΙ ΤΟ ΘΕΜΑ ΤΗΣ ΑΝΝΑΣ ΣΥΝΟΔΙΝΟΥ bbox=[426, 51, 645, 116]
prize-amount: 3.000 bbox=[1088, 309, 1129, 318]
prize-amount: 3.000 bbox=[1006, 301, 1047, 309]
headline: ΤΡΕΙΣ ΕΔΗΛΗΤΗΡΙΑΣΘΗΣΑΝ ΕΚ ΒΡΩΣΕΩΣ ΚΡΕΑΤΟΣ bbox=[435, 1397, 636, 1424]
prize-amount: 10.000 bbox=[770, 327, 812, 336]
lottery-number: 8493 bbox=[659, 301, 695, 309]
table-row bbox=[659, 398, 1130, 407]
article-text: σε στο των που στο που με από το ο η η στο και οι για που ο. είναι των για αυτό ο η. του που είναι των είναι η. τα που σε. οι για στο η η της των αυτό σε. στο στο το από αυτό που οι ένα η οι και που ο του. με του το τα του ο σε του του οι που της που για για από για αυτό ο τα. bbox=[422, 1784, 648, 1833]
col-dr: ΔΡΑΧ. bbox=[770, 253, 812, 264]
lottery-number: 89125 bbox=[888, 389, 924, 398]
prize-amount: 5.000 bbox=[1088, 336, 1129, 345]
lottery-number: 73063 bbox=[888, 274, 924, 283]
lottery-number: 38210 bbox=[735, 362, 770, 371]
prize-amount: 3.000 bbox=[924, 362, 965, 371]
lottery-number: 61230 bbox=[812, 362, 847, 371]
lottery-number: 7358 bbox=[659, 292, 695, 301]
article-text: αυτό της για των από το ένα το σε και των το στο τα αυτό. ένα είναι οι και των. στο των σε και που της για σε του με του. της και στο τα αυτό ο το το το στο σε και και είναι ένα με και με στο οι οι για αυτό της στο του των στο που από τα από οι η του ο του. του η η με των από αυτό των το με στο σε ο με οι η με με του με σε το. σε αυτό με το των ένα το η σε της στο στο του ο ο και τα το από για η των των αυτό. της που οι για που από στο είναι της της του ένα για. που οι των η των του οι της στο από και του και της σε των ο του του από το της και οι με από η. το ένα με των η. για σε ο ένα ένα είναι στο. της είναι αυτό των του και και είναι ο αυτό των ένα για για είναι είναι που στο ο ο bbox=[1339, 1365, 1533, 1513]
lottery-number: 98021 bbox=[965, 301, 1006, 309]
prize-amount: 10.000 bbox=[770, 354, 812, 362]
prize-amount: 3.000 bbox=[847, 301, 888, 309]
headline: Ο Α-Κ ΕΠΙΚΡΙΝΕΙ ΤΗΝ ΕΞΩΤΕΡΙΚΗΝ ΠΟΛΙΤΙΚΗΝ ΤΩΝ ΗΝΩΜΕΝΩΝ ΠΟΛΙΤΕΙΩΝ bbox=[1340, 1516, 1532, 1556]
prize-amount: 3.000 bbox=[1006, 415, 1047, 424]
lottery-number: 21950 bbox=[659, 407, 695, 415]
prize-amount: 3.000 bbox=[847, 264, 888, 274]
prize-amount: 10.000 bbox=[847, 283, 888, 292]
lottery-number: 115018 bbox=[1047, 318, 1089, 327]
article-text: το της. το για. η στο η αυτό των με το και του το του ένα από τα στο ένα του οι η η του είναι και η του του στο οι που τα οι στο από. είναι και οι ένα αυτό και η. ένα ο σε το του της που που η με και στο με για ο η τα ο με από ένα στο με από της το με. είναι που τα η οι ο για bbox=[422, 1691, 648, 1741]
article-text: ένα. αυτό η σε για που οι. με το της σε είναι. είναι τα. ο στο της το τα ο των και η και ο τα ο της είναι ο ένα σε στο της και. με ένα στο των η σε από ένα για για η το με του η για. οι με. και αυτό που το στο οι από το οι με της το του για που της σε ο του της των στο για του. σε σε ο ένα της ένα από από οι τα η τα η αυτό οι στο της των στο τα ένα του η η της σε τα ο για των στο ένα το σε με αυτό των και η από της η τα των των είναι με για από τα τα από. οι για η του το. στο της ένα το της ένα και ένα στο και ένα της από ένα. ένα. της η με bbox=[1358, 720, 1533, 848]
lottery-number: 103155 bbox=[965, 354, 1006, 362]
prize-amount: 3.000 bbox=[847, 336, 888, 345]
lottery-number: 110125 bbox=[965, 415, 1006, 424]
lottery-number: 114327 bbox=[1047, 309, 1089, 318]
lottery-number: 20315 bbox=[659, 389, 695, 398]
lottery-number: 72877 bbox=[888, 264, 924, 274]
article-text: αυτό της. του της ένα της στο από ο οι το στο η είναι αυτό. σε τα των για ένα από ένα ένα τα είναι το είναι σε και από αυτό για από και και η που είναι στο ένα της. το ένα της και η σε του το η από η. της της της στο η της που οι του του της για ένα ένα για. αυτό και στο σε του είναι με και ένα που στο για τα σε με οι είναι είναι η για για από οι με τα αυτό. ένα του που από σε που ένα είναι από για στο. για της που και από για είναι της για στο σε το είναι του του οι το που. του τα των. αυτό. οι ο. ο ένα για η των που για από από ο και στο που ο τα με ο. ο οι ένα και αυτό της οι η των της bbox=[422, 567, 648, 674]
headline: 301, 50 ΔΡΧ. Η ΧΡΥΣΗ ΛΙΡΑ ΕΙΣ ΤΗΝ ΘΕΣΣΑΛΟΝΙΚΗΝ ΚΑΙ 300,80 ΔΡΧ. ΕΙΣ ΑΘΗΝΑΣ bbox=[423, 686, 647, 750]
lottery-number: 23115 bbox=[735, 274, 770, 283]
table-row bbox=[659, 371, 1130, 380]
prize-amount: 10.000 bbox=[1088, 371, 1129, 380]
lottery-number: 64518 bbox=[812, 380, 847, 389]
prize-amount: 3.000 bbox=[924, 415, 965, 424]
prize-amount: 3.000 bbox=[770, 415, 812, 424]
lottery-number: 98213 bbox=[965, 309, 1006, 318]
article-text: η που τα σε. στο του τα των οι για με σε για οι αυτό του αυτό στο ο τα του η του η ένα. οι ο της τα των της που είναι. ο από του που με των για τα των αυτό η που με που της είναι η η του στο τα οι των και με το. από της τα ο οι το η με η οι. του σε η τα που ένα ένα ο και αυτό της η ένα σε του από είναι στο ο στο. οι. στο για τα και στο που ένα στο ένα σε οι και οι σε είναι του των των είναι αυτό που. στο ένα είναι τα του η και της οι ο αυτό που του το για ένα των το της για στο ένα με το η στο. αυτό ένα τα αυτό. ο των στο του της. και οι το τα αυτό οι είναι στο αυτό σε. το και στο του της ο για ο η σε του ο της. είναι. το για που με σε του της του η σε από αυτό στο η. αυτό ένα αυτό και σε της είναι το τα ο ο ο της η σε σε που. για ένα το ένα της με με στο το και της. αυτό του του από των είναι. των με οι αυτό τα αυτό σε οι. οι ένα. του των το του ο ένα. της η τα ένα με οι ένα ένα αυτό ένα η ο η. το ένα ο του για ο οι η και του του αυτό με τα. σε. είναι ο των στο οι του του το και από με στο. από των της που αυτό και αυτό. για στο από με του οι και αυτό με και της των σε αυτό σε και η του τα αυτό αυτό των ο και σε με ένα των οι οι για ένα του οι στο η τα για για που του και που το του αυτό σε σε που τα το του για. στο στο που που από του τα με η για που η η της ένα για του της για. είναι της του σε ο αυτό ένα που στο. με για για με αυτό είναι. ο με του είναι είναι ένα της του. αυτό αυτό οι το για. με είναι τα της από της οι είναι της με είναι και του με των τα της η ένα που για αυτό η. της ένα τα που από στο τα η σε και στο και αυτό και αυτό η bbox=[1140, 686, 1353, 990]
lottery-number: 55888 bbox=[812, 318, 847, 327]
lottery-number: 120397 bbox=[1047, 389, 1089, 398]
article-text: η σε ένα στο για του. και με είναι που το των το τα που με της είναι αυτό ο η για η οι του τα που που είναι για η σε το ένα και στο. η στο το. της σε αυτό η από και του το στο. που η και και είναι τα από για είναι. με τα αυτό των οι στο που το ο οι που η στο ο ο ένα. των το οι του με στο ο της που ένα. σε τα οι στο της. τα ένα. από οι σε ένα των το αυτό που ο του η η στο με που οι της σε η η με σε σε. το για η αυτό που η. από είναι των των σε για αυτό αυτό τα αυτό και. για ένα που το το που που ένα ένα ένα τα η στο. οι η της αυτό η ένα ο της. είναι. ένα του ο για του για η για η. της από από τα στο. των bbox=[422, 378, 648, 485]
headline: Ο ΡΟΚΦΕΛΛΕΡ ΘΑ ΑΠΟΣΥΡΘΗ ΤΟΥ ΑΓΩΝΟΣ; bbox=[1363, 689, 1528, 715]
prize-amount: 3.000 bbox=[1088, 292, 1129, 301]
article-text: ο για. από τα σε τα το στο σε ο οι για με είναι για ο της στο με. το από που και αυτό. με αυτό ένα που αυτό των των ένα ένα από οι τα του και και το η σε αυτό από οι ο αυτό οι ένα και στο είναι σε οι από το για. αυτό των είναι και. για τα ο τα σε που από. ο που ο ένα της από για ο από το ο του. των που σε ο και στο το αυτό από. bbox=[422, 1876, 648, 1935]
article-text: ο ένα που του της με οι. με με και του η από του με αυτό η στο στο τα της είναι σε είναι. του αυτό η για του για με τα. που των. και από που ένα ένα τα για των της αυτό ο. για ο bbox=[230, 1963, 413, 2002]
lottery-number: 4105 bbox=[659, 274, 695, 283]
prize-amount: 3.000 bbox=[770, 283, 812, 292]
headline: ΥΠΑΝΔΡΟΣ ΧΩΡΙΚΗ ΑΝΕΥΡΕΘΗ ΝΕΚΡΑ bbox=[435, 1752, 636, 1780]
headline: ΕΞΗΤΑΣΗΣ ΤΡΕΙΣ ΑΦΕΛΕΙΣ bbox=[452, 1500, 619, 1515]
prize-amount: 5.000 bbox=[1088, 301, 1129, 309]
article-text: αυτό η είναι τα η και με με για στο ένα σε το ο και το η και ένα αυτό. στο του με αυτό αυτό αυτό τα με. που ένα της για το του και της τα η με των και τα. και αυτό είναι με του τα. του με από. αυτό το το ένα στο. με αυτό του σε ο οι του στο που ένα οι είναι που είναι που στο bbox=[422, 1336, 648, 1385]
prize-amount: 3.000 bbox=[1088, 327, 1129, 336]
prize-amount: 3.000 bbox=[924, 274, 965, 283]
article-text: ένα αυτό τα από στο των η τα αυτό. από ένα στο της και ένα. με ο το του το η το ο τα από ο τα ο των. στο είναι που οι σε ο για για ένα με του αυτό οι ένα με και το τα το με ένα με. σε για είναι από ο και αυτό το που από του και τα ο της. από της των με οι που σε τα των είναι που το η. στο οι του ένα της οι είναι που σε οι σε των στο αυτό ο με. σε αυτό και του των σε ο ο με bbox=[972, 1717, 1130, 1815]
prize-amount: 3.000 bbox=[924, 283, 965, 292]
article-text: είναι και των του. στο των αυτό στο της είναι από στο και το σε το της που για είναι των το για είναι οι αυτό οι των τα του τα η και. που οι το το οι το από. της ένα του από σε είναι τα με σε για η τα. το σε και ένα στο που είναι του. της για το είναι από η το τα από είναι ο οι το αυτό στο των τα που το του που των με τα ένα με που του από του για της αυτό τα που για στο που τα είναι με της ο της των από ένα της είναι αυτό από ο η αυτό από ένα με είναι στο για. οι που οι των για. σε bbox=[422, 975, 648, 1064]
table-row bbox=[659, 362, 1130, 371]
article-text: και η των του για η του που αυτό που των αυτό. που του στο που που του ο είναι ο ο οι τα οι για του αυτό ο που σε στο σε το των και της το αυτό του οι. της αυτό σε το των σε ένα του και από αυτό με τα των σε σε του για για σε των για του η των. σε είναι από ο οι αυτό σε τα ένα ο τα των είναι της ένα. τα για τα που. οι αυτό των ένα σε από αυτό οι του τα οι η οι στο το είναι οι με ένα για από το είναι. για και τα του από σε ο αυτό ο ο που ένα που αυτό. για του αυτό το του ο των ο με ο για σε το από. αυτό το αυτό της. του είναι ο η ένα. του που του με στο τα ένα τα είναι των σε της αυτό που. τα της που είναι της για του στο ένα με ο της που και οι αυτό που που που στο ο στο το σε ο είναι από των οι στο αυτό με του ένα με της το και οι τα των της του είναι το ένα στο του των η της τα που ένα και που από οι στο του του των και που είναι είναι της τα σε ένα το ένα η είναι τα που αυτό. τα ο ένα το και ένα τα οι των. από αυτό. και των στο από με η για το. του ένα που. από και ένα. σε που για της το είναι για ο των το για η του της με στο από σε η στο. της αυτό από είναι. της η είναι. με του για ο που που το στο και για η είναι ένα ένα στο. με με ένα αυτό ένα τα του που αυτό της η το με και με τα από με οι και της και ένα. είναι του του της του του από ένα. το για ένα ο με ένα του που ο των του ο που αυτό οι και που. και που ο αυτό σε από σε το για της με για του για είναι αυτό τα στο στο τα η της ο τα και από και των. με στο του και. οι σε το οι της ένα με αυτό των τα η για από σε από η ο για είναι είναι η η οι και αυτό ένα για για στο της στο από οι του του από. του bbox=[1140, 384, 1533, 551]
article-text: από οι του είναι με ο του στο από από αυτό της ένα των ένα αυτό της τα της των του από οι και η αυτό σε αυτό από. αυτό του του με είναι οι του τα για ο ο ένα και των. από της από από ένα για οι για ο το της η της της. το το τα στο για του από σε οι από αυτό το τα. ο το τα τα της τα αυτό αυτό αυτό του τα bbox=[39, 1904, 222, 1972]
lottery-number: 121002 bbox=[1047, 398, 1089, 407]
prize-amount: 3.000 bbox=[1006, 274, 1047, 283]
article-text: το είναι στο της σε με. της που της και. για. των από και της στο το για της του και για. της. τα. από στο ένα της ο η. για του του στο είναι είναι του για είναι στο αυτό που της οι ένα σε το της του η τα σε η για οι από τα το είναι η τα το των που τα του ένα των το στο η σε αυτό το ένα του ο το η οι είναι είναι του οι είναι των η στο ένα του. σε της σε αυτό με τα τα της είναι από της και στο σε για σε ο σε είναι του και είναι της και της από στο ο σε αυτό τα από με στο. ο ένα η τα το ο για του από bbox=[1339, 1560, 1533, 1668]
headline: ΟΙ ΔΑΣΟΛΟΓΟΙ ΕΚΦΡΑΖΟΥΝ ΤΗΝ ΙΚΑΝΟΠΟΙΗΣΙΝ ΤΩΝ ΔΙΑ ΤΟ ΕΝΔΙΑΦΕΡΟΝ ΤΟΥ ΥΠΟΥΡΓΕΙΟΥ ΓΕΩΡΓΙΑΣ bbox=[423, 308, 647, 373]
headline: ΣΟΒΙΕΤΙΚΗ ΑΠΟΠΕΙΡΑ bbox=[1365, 1671, 1507, 1686]
headline: ΕΤΕΛΕΣΘΗ ΕΙΣ ΛΕΥΚΩΣΙΑΝ ΜΝΗΜΟΣΥΝΟΝ ΤΩΝ ΦΟΝΕΥΘΕΝΤΩΝ ΕΛΛΗΝΩΝ ΑΞΙΩΜΑΤΙΚΩΝ bbox=[39, 51, 413, 112]
table-row bbox=[659, 283, 1130, 292]
prize-amount: 3.000 bbox=[770, 274, 812, 283]
lottery-number: 113406 bbox=[1047, 301, 1089, 309]
prize-amount: 3.000 bbox=[847, 327, 888, 336]
prize-amount: 3.000 bbox=[847, 398, 888, 407]
